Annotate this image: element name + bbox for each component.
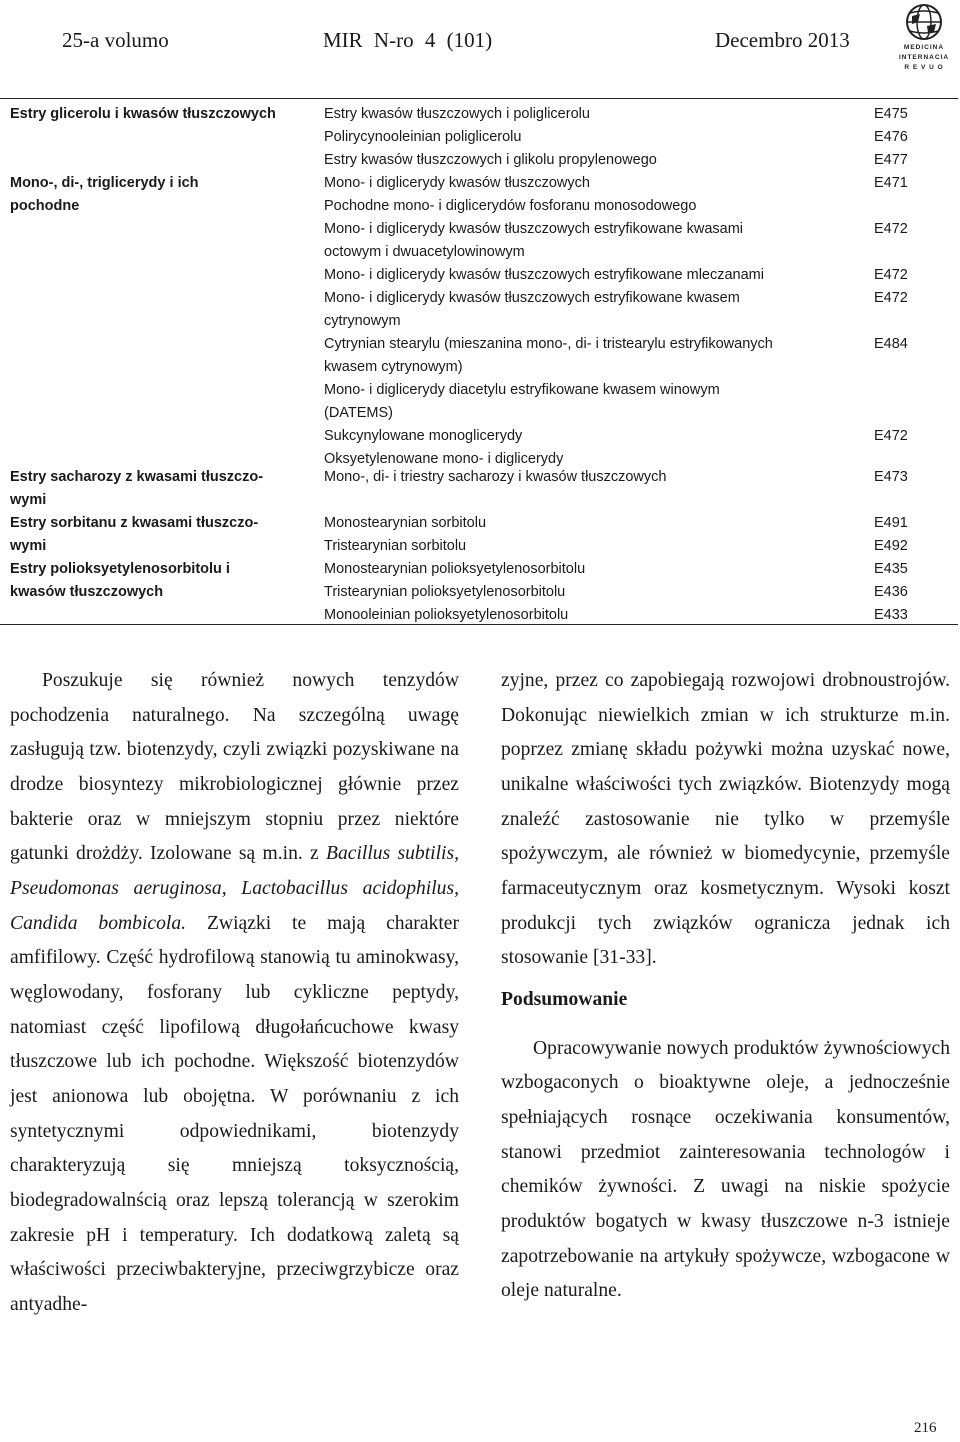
category-cell: Mono-, di-, triglicerydy i ich bbox=[10, 175, 199, 191]
e-code: E472 bbox=[874, 428, 908, 444]
table-item: Pochodne mono- i diglicerydów fosforanu monosodowego bbox=[324, 198, 697, 214]
text-run: Poszukuje się również nowych tenzydów pochodzenia naturalnego. Na szczególną uwagę zasługują tzw. biotenzydy, czyli związki pozyskiwane na drodze biosyntezy mikrobiologicznej głównie przez bakterie oraz w mniejszym stopniu przez niektóre gatunki drożdży. Izolowane są m.in. z bbox=[10, 670, 459, 865]
page-number: 216 bbox=[914, 1420, 937, 1436]
table-item: Mono- i diglicerydy kwasów tłuszczowych estryfikowane mleczanami bbox=[324, 267, 764, 283]
logo-text-3: R E V U O bbox=[904, 64, 944, 71]
category-cell: pochodne bbox=[10, 198, 80, 214]
table-item: Mono-, di- i triestry sacharozy i kwasów tłuszczowych bbox=[324, 469, 667, 485]
header-issue: MIR N-ro 4 (101) bbox=[323, 28, 493, 52]
e-code: E435 bbox=[874, 561, 908, 577]
table-item: Tristearynian polioksyetylenosorbitolu bbox=[324, 584, 566, 600]
table-item: (DATEMS) bbox=[324, 405, 394, 421]
table-item: Mono- i diglicerydy kwasów tłuszczowych estryfikowane kwasami bbox=[324, 221, 744, 237]
body-paragraph: zyjne, przez co zapobiegają rozwojowi drobnoustrojów. Dokonując niewielkich zmian w ich strukturze m.in. poprzez zmianę składu pożywki można uzyskać nowe, unikalne właściwości tych związków. Biotenzydy mogą znaleźć zastosowanie nie tylko w przemyśle spożywczym, ale również w biomedycynie, przemyśle farmaceutycznym oraz kosmetycznym. Wysoki koszt produkcji tych związków ogranicza jednak ich stosowanie [31-33]. bbox=[501, 670, 950, 969]
logo-text-1: MEDICINA bbox=[903, 44, 945, 51]
table-item: kwasem cytrynowym) bbox=[324, 359, 463, 375]
left-column bbox=[10, 664, 459, 1322]
e-code: E472 bbox=[874, 290, 908, 306]
table-item: Mono- i diglicerydy kwasów tłuszczowych estryfikowane kwasem bbox=[324, 290, 740, 306]
table-item: Oksyetylenowane mono- i diglicerydy bbox=[324, 451, 564, 467]
category-cell: Estry sorbitanu z kwasami tłuszczo- bbox=[10, 515, 259, 531]
category-cell: Estry glicerolu i kwasów tłuszczowych bbox=[10, 106, 276, 122]
table-item: Cytrynian stearylu (mieszanina mono-, di- i tristearylu estryfikowanych bbox=[324, 336, 773, 352]
table-item: octowym i dwuacetylowinowym bbox=[324, 244, 525, 260]
table-item: Estry kwasów tłuszczowych i glikolu propylenowego bbox=[324, 152, 657, 168]
table-item: Mono- i diglicerydy diacetylu estryfikowane kwasem winowym bbox=[324, 382, 720, 398]
e-code: E477 bbox=[874, 152, 908, 168]
category-cell: wymi bbox=[10, 538, 47, 554]
header-date: Decembro 2013 bbox=[715, 28, 850, 52]
e-code: E472 bbox=[874, 267, 908, 283]
table-item: cytrynowym bbox=[324, 313, 401, 329]
table-item: Tristearynian sorbitolu bbox=[324, 538, 467, 554]
category-cell: Estry polioksyetylenosorbitolu i bbox=[10, 561, 230, 577]
e-code: E473 bbox=[874, 469, 908, 485]
section-heading: Podsumowanie bbox=[501, 988, 628, 1010]
table-top-rule bbox=[0, 98, 958, 99]
e-code: E475 bbox=[874, 106, 908, 122]
e-code: E476 bbox=[874, 129, 908, 145]
text-run: Związki te mają charakter amfifilowy. Część hydrofilową stanowią tu aminokwasy, węglowodany, fosforany lub cykliczne peptydy, natomiast część lipofilową długołańcuchowe kwasy tłuszczowe lub ich pochodne. Większość biotenzydów jest anionowa lub obojętna. W porównaniu z ich syntetycznymi odpowiednikami, biotenzydy charakteryzują się mniejszą toksycznością, biodegradowalnścią oraz lepszą tolerancją w szerokim zakresie pH i temperatury. Ich dodatkową zaletą są właściwości przeciwbakteryjne, przeciwgrzybicze oraz antyadhe- bbox=[10, 912, 459, 1315]
e-code: E471 bbox=[874, 175, 908, 191]
e-code: E484 bbox=[874, 336, 908, 352]
category-cell: Estry sacharozy z kwasami tłuszczo- bbox=[10, 469, 264, 485]
logo-text-2: INTERNACIA bbox=[898, 54, 950, 61]
e-code: E472 bbox=[874, 221, 908, 237]
table-item: Monostearynian polioksyetylenosorbitolu bbox=[324, 561, 586, 577]
e-code: E433 bbox=[874, 607, 908, 623]
header-volume: 25-a volumo bbox=[62, 28, 169, 52]
category-cell: kwasów tłuszczowych bbox=[10, 584, 164, 600]
table-item: Monostearynian sorbitolu bbox=[324, 515, 487, 531]
species-names: Bacillus subtilis, Pseudomonas aeruginosa, Lactobacillus acidophilus, Candida bombicola. bbox=[10, 843, 459, 934]
body-paragraph bbox=[10, 664, 459, 1322]
table-item: Mono- i diglicerydy kwasów tłuszczowych bbox=[324, 175, 590, 191]
e-code: E436 bbox=[874, 584, 908, 600]
e-code: E492 bbox=[874, 538, 908, 554]
table-item: Estry kwasów tłuszczowych i poliglicerolu bbox=[324, 106, 590, 122]
category-cell: wymi bbox=[10, 492, 47, 508]
table-item: Monooleinian polioksyetylenosorbitolu bbox=[324, 607, 569, 623]
right-column bbox=[501, 664, 950, 1309]
body-paragraph: Opracowywanie nowych produktów żywnościowych wzbogaconych o bioaktywne oleje, a jednocześnie spełniających rosnące oczekiwania konsumentów, stanowi przedmiot zainteresowania technologów i chemików żywności. Z uwagi na niskie spożycie produktów bogatych w kwasy tłuszczowe n-3 istnieje zapotrzebowanie na artykuły spożywcze, wzbogacone w oleje naturalne. bbox=[501, 1037, 950, 1302]
table-item: Sukcynylowane monoglicerydy bbox=[324, 428, 523, 444]
e-code: E491 bbox=[874, 515, 908, 531]
table-item: Polirycynooleinian poliglicerolu bbox=[324, 129, 522, 145]
